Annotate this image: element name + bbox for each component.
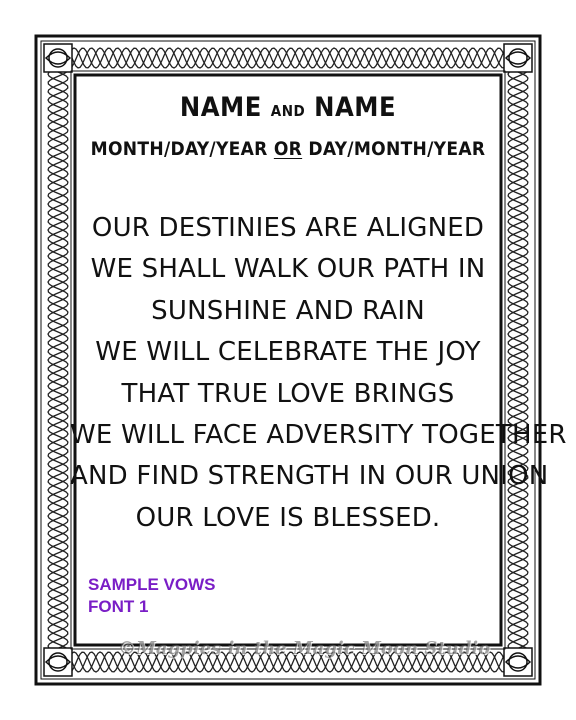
corner-knot-top-left [44, 44, 72, 72]
or-word: OR [273, 138, 303, 160]
sample-label-line1: SAMPLE VOWS [88, 575, 216, 594]
sample-label-line2: FONT 1 [88, 597, 149, 616]
date-format-us: MONTH/DAY/YEAR [90, 138, 268, 160]
wedding-date-line [80, 138, 496, 160]
braid-band-left [48, 72, 68, 648]
braid-band-right [508, 72, 528, 648]
vows-text [70, 208, 567, 539]
vow-line: THAT TRUE LOVE BRINGS [121, 378, 455, 409]
vow-line: OUR LOVE IS BLESSED. [135, 502, 441, 533]
first-name: NAME [179, 92, 262, 123]
braid-band-top [72, 48, 504, 68]
vow-line: WE WILL CELEBRATE THE JOY [95, 337, 481, 368]
sample-vows-label [88, 574, 216, 618]
vow-line: WE WILL FACE ADVERSITY TOGETHER [70, 420, 567, 451]
date-format-intl: DAY/MONTH/YEAR [308, 138, 486, 160]
vow-line: SUNSHINE AND RAIN [151, 295, 425, 326]
second-name: NAME [314, 92, 397, 123]
and-word: AND [270, 102, 306, 120]
vow-line: AND FIND STRENGTH IN OUR UNION [70, 461, 549, 492]
corner-knot-top-right [504, 44, 532, 72]
copyright-watermark: ©Magpies in the Magic Moon Studio [118, 638, 491, 659]
couple-names-heading [80, 92, 496, 123]
vow-line: OUR DESTINIES ARE ALIGNED [91, 213, 485, 243]
corner-knot-bottom-left [44, 648, 72, 676]
vow-line: WE SHALL WALK OUR PATH IN [90, 254, 486, 285]
